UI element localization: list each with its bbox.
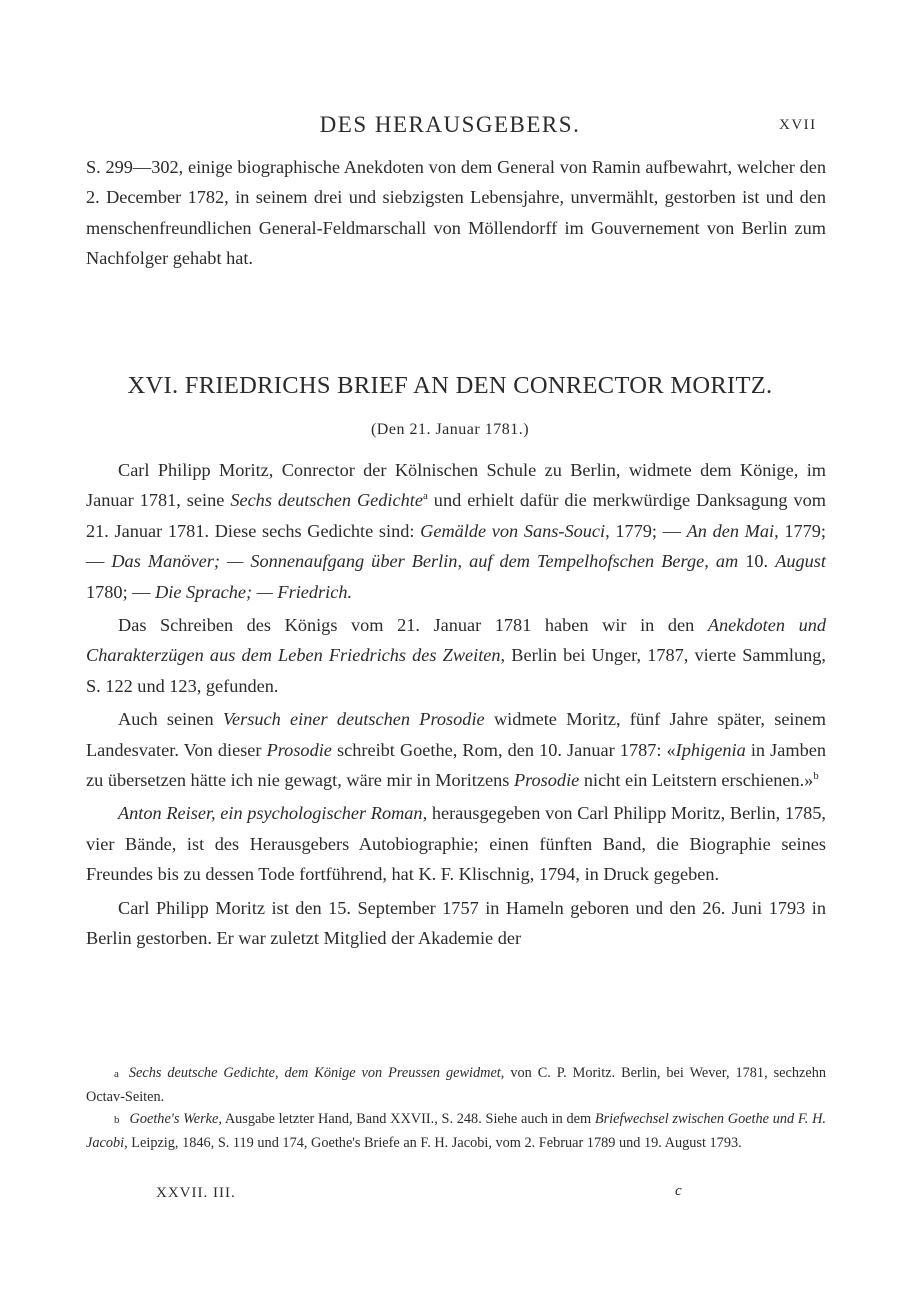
- p3-text-1: Auch seinen: [118, 709, 223, 730]
- paragraph-3: [86, 704, 826, 795]
- footnote-b-text-2: Leipzig, 1846, S. 119 und 174, Goethe's Briefe an F. H. Jacobi, vom 2. Februar 1789 und 19. August 1793.: [127, 1134, 742, 1151]
- footnote-ref-b: b: [813, 769, 819, 782]
- footnote-b-italic-2: Briefwechsel zwischen Goethe und F. H. Jacobi,: [86, 1111, 826, 1151]
- footnote-ref-a: a: [422, 490, 428, 503]
- p3-text-2: widmete Moritz, fünf Jahre später, seinem Landesvater. Von dieser: [86, 709, 826, 760]
- paragraph-5: [86, 893, 826, 954]
- footnote-b: [86, 1108, 826, 1154]
- signature-mark: c: [675, 1183, 682, 1199]
- p3-text-4: in Jamben zu übersetzen hätte ich nie gewagt, wäre mir in Moritzens: [86, 739, 826, 791]
- footnote-b-mark: b: [114, 1114, 120, 1126]
- paragraph-2: [86, 610, 826, 701]
- p5-text-1: Carl Philipp Moritz ist den 15. September 1757 in Hameln geboren und den 26. Juni 1793 in Berlin gestorben. Er war zuletzt Mitglied der Akademie der: [86, 897, 826, 949]
- p1-text-6: 1780; —: [86, 581, 156, 602]
- footnote-a: [86, 1062, 826, 1108]
- intro-block: [86, 152, 826, 274]
- p4-text-1: herausgegeben von Carl Philipp Moritz, Berlin, 1785, vier Bände, ist des Herausgebers Autobiographie; einen fünften Band, die Biographie seines Freundes bis zu dessen Tode fortführend, hat K. F. Klischnig, 1794, in Druck gegeben.: [86, 803, 826, 885]
- p1-text-5: 10.: [738, 551, 776, 572]
- footnote-a-italic: Sechs deutsche Gedichte, dem Könige von Preussen gewidmet,: [128, 1065, 505, 1081]
- running-header-title: DES HERAUSGEBERS.: [319, 112, 581, 137]
- section-body: [86, 455, 826, 954]
- paragraph-1: [86, 455, 826, 607]
- intro-paragraph: S. 299—302, einige biographische Anekdoten von dem General von Ramin aufbewahrt, welcher den 2. December 1782, in seinem drei und siebzigsten Lebensjahre, unvermählt, gestorben ist und den menschenfreundlichen General-Feldmarschall von Möllendorff im Gouvernement von Berlin zum Nachfolger gehabt hat.: [86, 157, 826, 269]
- p3-italic-2: Prosodie: [266, 739, 332, 760]
- p3-italic-4: Prosodie: [513, 770, 580, 791]
- p1-italic-6: Die Sprache; — Friedrich.: [155, 581, 353, 602]
- signature-line: XXVII. III.: [156, 1185, 236, 1201]
- p3-italic-1: Versuch einer deutschen Prosodie: [222, 709, 485, 730]
- section-date: (Den 21. Januar 1781.): [370, 421, 530, 438]
- p1-italic-4: Das Manöver; — Sonnenaufgang über Berlin, auf dem Tempelhofschen Berge, am: [111, 551, 739, 572]
- p4-italic-1: Anton Reiser, ein psychologischer Roman,: [118, 803, 428, 824]
- footnote-a-text: von C. P. Moritz. Berlin, bei Wever, 1781, sechzehn Octav-Seiten.: [86, 1065, 826, 1105]
- p2-italic-1: Anekdoten und Charakterzügen aus dem Leben Friedrichs des Zweiten,: [86, 615, 826, 666]
- p3-text-3: schreibt Goethe, Rom, den 10. Januar 1787: «: [331, 739, 676, 760]
- footnotes: [86, 1062, 826, 1154]
- p1-text-2: und erhielt dafür die merkwürdige Danksagung vom 21. Januar 1781. Diese sechs Gedichte sind:: [86, 490, 826, 541]
- footnote-b-italic-1: Goethe's Werke,: [129, 1111, 222, 1127]
- footnote-b-text-1: Ausgabe letzter Hand, Band XXVII., S. 248. Siehe auch in dem: [221, 1111, 595, 1127]
- p1-text-4: 1779; —: [86, 520, 826, 572]
- p2-text-2: Berlin bei Unger, 1787, vierte Sammlung, S. 122 und 123, gefunden.: [86, 645, 826, 696]
- p1-text-3: 1779; —: [609, 520, 687, 541]
- paragraph-4: [86, 798, 826, 889]
- footnote-a-mark: a: [114, 1068, 119, 1080]
- p3-text-5: nicht ein Leitstern erschienen.»: [579, 770, 814, 791]
- p1-italic-2: Gemälde von Sans-Souci,: [420, 520, 610, 541]
- p2-text-1: Das Schreiben des Königs vom 21. Januar 1781 haben wir in den: [118, 615, 708, 636]
- section-heading: XVI. FRIEDRICHS BRIEF AN DEN CONRECTOR MORITZ.: [127, 372, 773, 399]
- p1-italic-1: Sechs deutschen Gedichte: [230, 490, 423, 511]
- page-number: XVII: [779, 117, 817, 133]
- p1-italic-3: An den Mai,: [686, 520, 779, 541]
- p1-text-1: Carl Philipp Moritz, Conrector der Kölnischen Schule zu Berlin, widmete dem Könige, im Januar 1781, seine: [86, 460, 826, 511]
- p1-italic-5: August: [775, 551, 826, 572]
- p3-italic-3: Iphigenia: [675, 739, 746, 760]
